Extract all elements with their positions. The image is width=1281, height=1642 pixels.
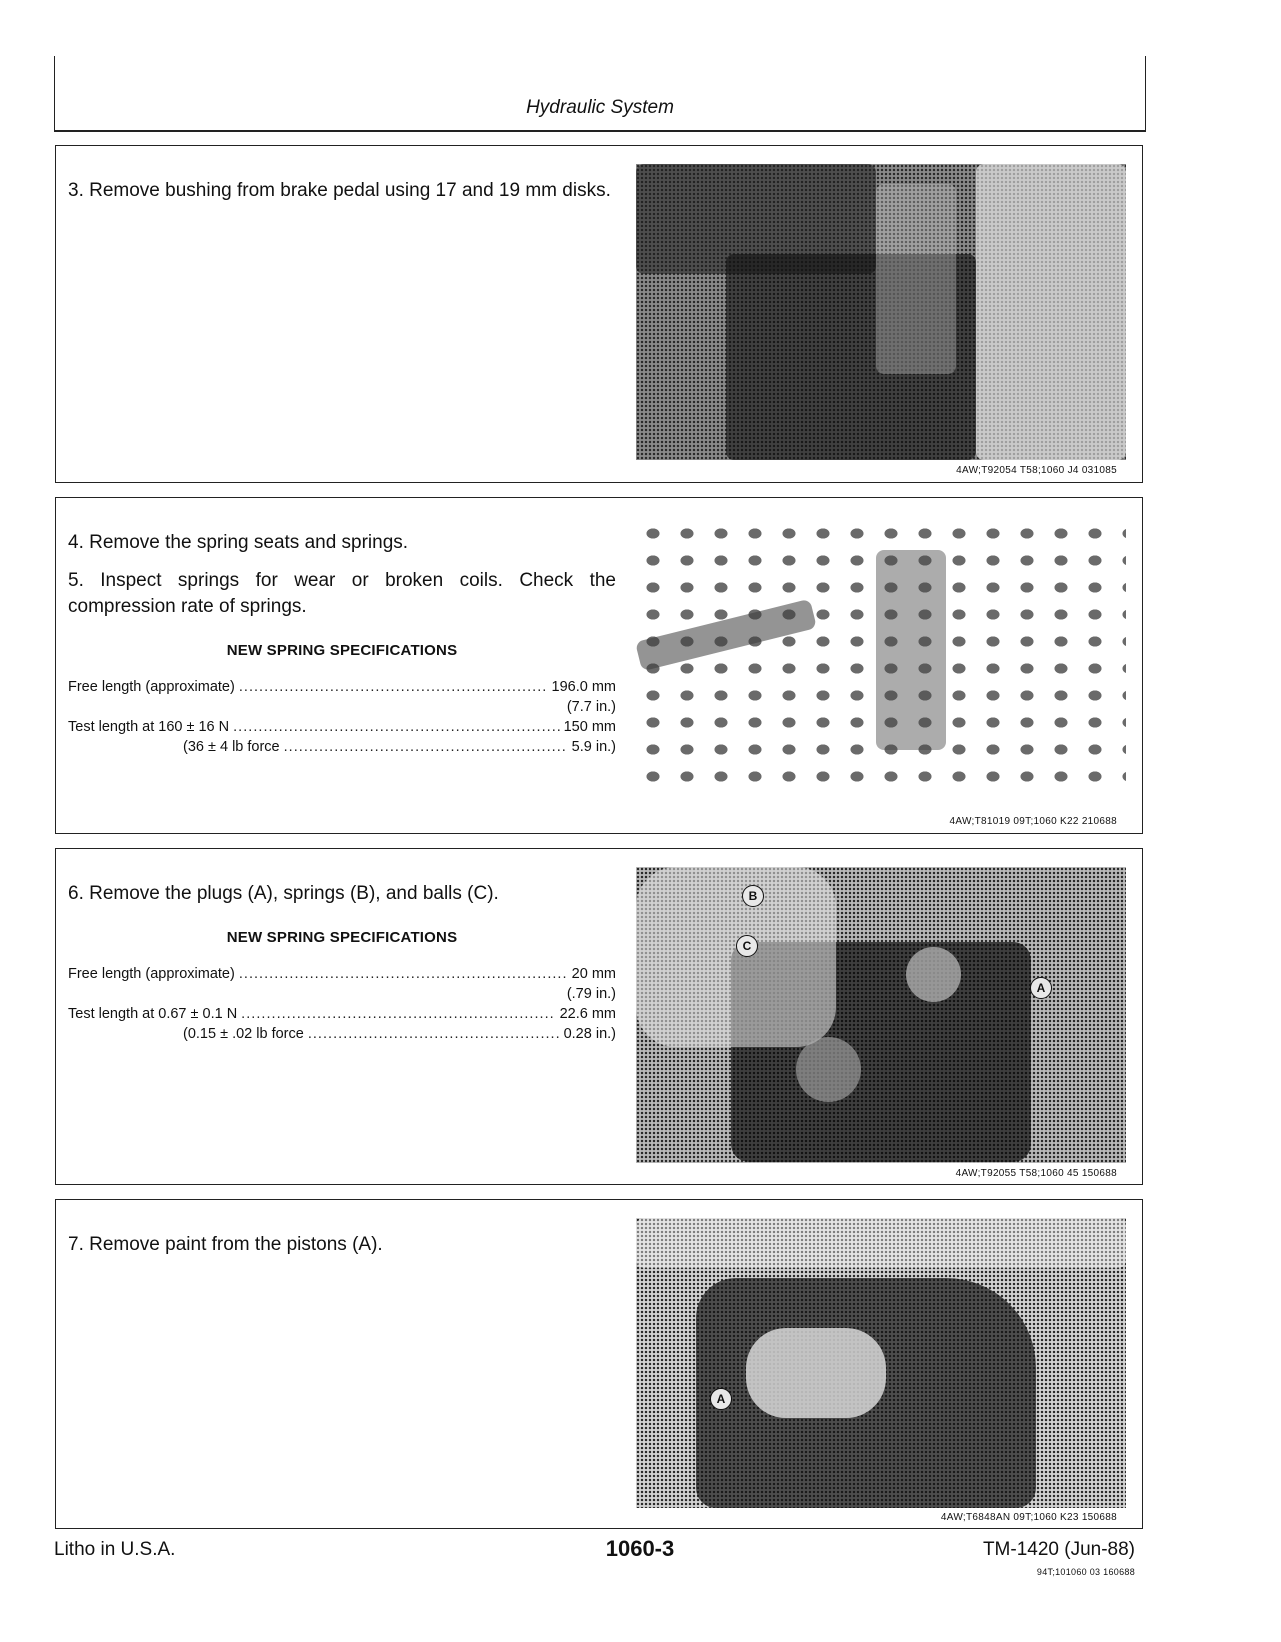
spec-test-force: (0.15 ± .02 lb force . . . 0.28 in.) <box>68 1024 616 1044</box>
callout-a: A <box>710 1388 732 1410</box>
step-3-text: 3. Remove bushing from brake pedal using 17 and 19 mm disks. <box>68 180 611 201</box>
photo-caption-4: 4AW;T6848AN 09T;1060 K23 150688 <box>940 1512 1117 1523</box>
footer-litho: Litho in U.S.A. <box>54 1539 176 1560</box>
pistons-photo <box>636 1218 1126 1508</box>
spec-free-length-alt: (7.7 in.) <box>566 699 616 715</box>
header-left-rule <box>54 56 55 131</box>
spec-free-length: Free length (approximate) . . . 20 mm <box>68 964 616 984</box>
step-4-text: 4. Remove the spring seats and springs. <box>68 532 409 553</box>
spec-test-force: (36 ± 4 lb force . . . 5.9 in.) <box>68 737 616 757</box>
spring-seats-photo <box>636 520 1126 792</box>
step-3-panel <box>55 145 1143 483</box>
step-4-5-panel <box>55 497 1143 834</box>
photo-caption-2: 4AW;T81019 09T;1060 K22 210688 <box>949 816 1117 827</box>
step-7-text: 7. Remove paint from the pistons (A). <box>68 1234 383 1255</box>
spec-free-length: Free length (approximate) . . . 196.0 mm <box>68 677 616 697</box>
spec-test-length: Test length at 160 ± 16 N . . . 150 mm <box>68 717 616 737</box>
step-6-panel <box>55 848 1143 1185</box>
step-5-text: 5. Inspect springs for wear or broken coils. Check the compression rate of springs. <box>68 570 616 617</box>
header-right-rule <box>1145 56 1146 131</box>
footer-manual-id: TM-1420 (Jun-88) <box>982 1539 1135 1560</box>
callout-c: C <box>736 935 758 957</box>
spec-free-length-alt: (.79 in.) <box>566 986 616 1002</box>
spec-heading: NEW SPRING SPECIFICATIONS <box>226 929 458 946</box>
photo-caption-1: 4AW;T92054 T58;1060 J4 031085 <box>956 465 1117 476</box>
spec-heading: NEW SPRING SPECIFICATIONS <box>226 642 458 659</box>
step-6-text: 6. Remove the plugs (A), springs (B), and balls (C). <box>68 883 499 904</box>
brake-pedal-bushing-photo <box>636 164 1126 460</box>
spec-test-length: Test length at 0.67 ± 0.1 N . . . 22.6 mm <box>68 1004 616 1024</box>
page-number: 1060-3 <box>605 1536 675 1561</box>
page-header-title: Hydraulic System <box>526 97 674 118</box>
step-7-panel <box>55 1199 1143 1529</box>
header-divider <box>54 130 1146 132</box>
footer-code: 94T;101060 03 160688 <box>1036 1567 1135 1577</box>
callout-a: A <box>1030 977 1052 999</box>
callout-b: B <box>742 885 764 907</box>
photo-caption-3: 4AW;T92055 T58;1060 45 150688 <box>955 1168 1117 1179</box>
plugs-springs-balls-photo <box>636 867 1126 1163</box>
